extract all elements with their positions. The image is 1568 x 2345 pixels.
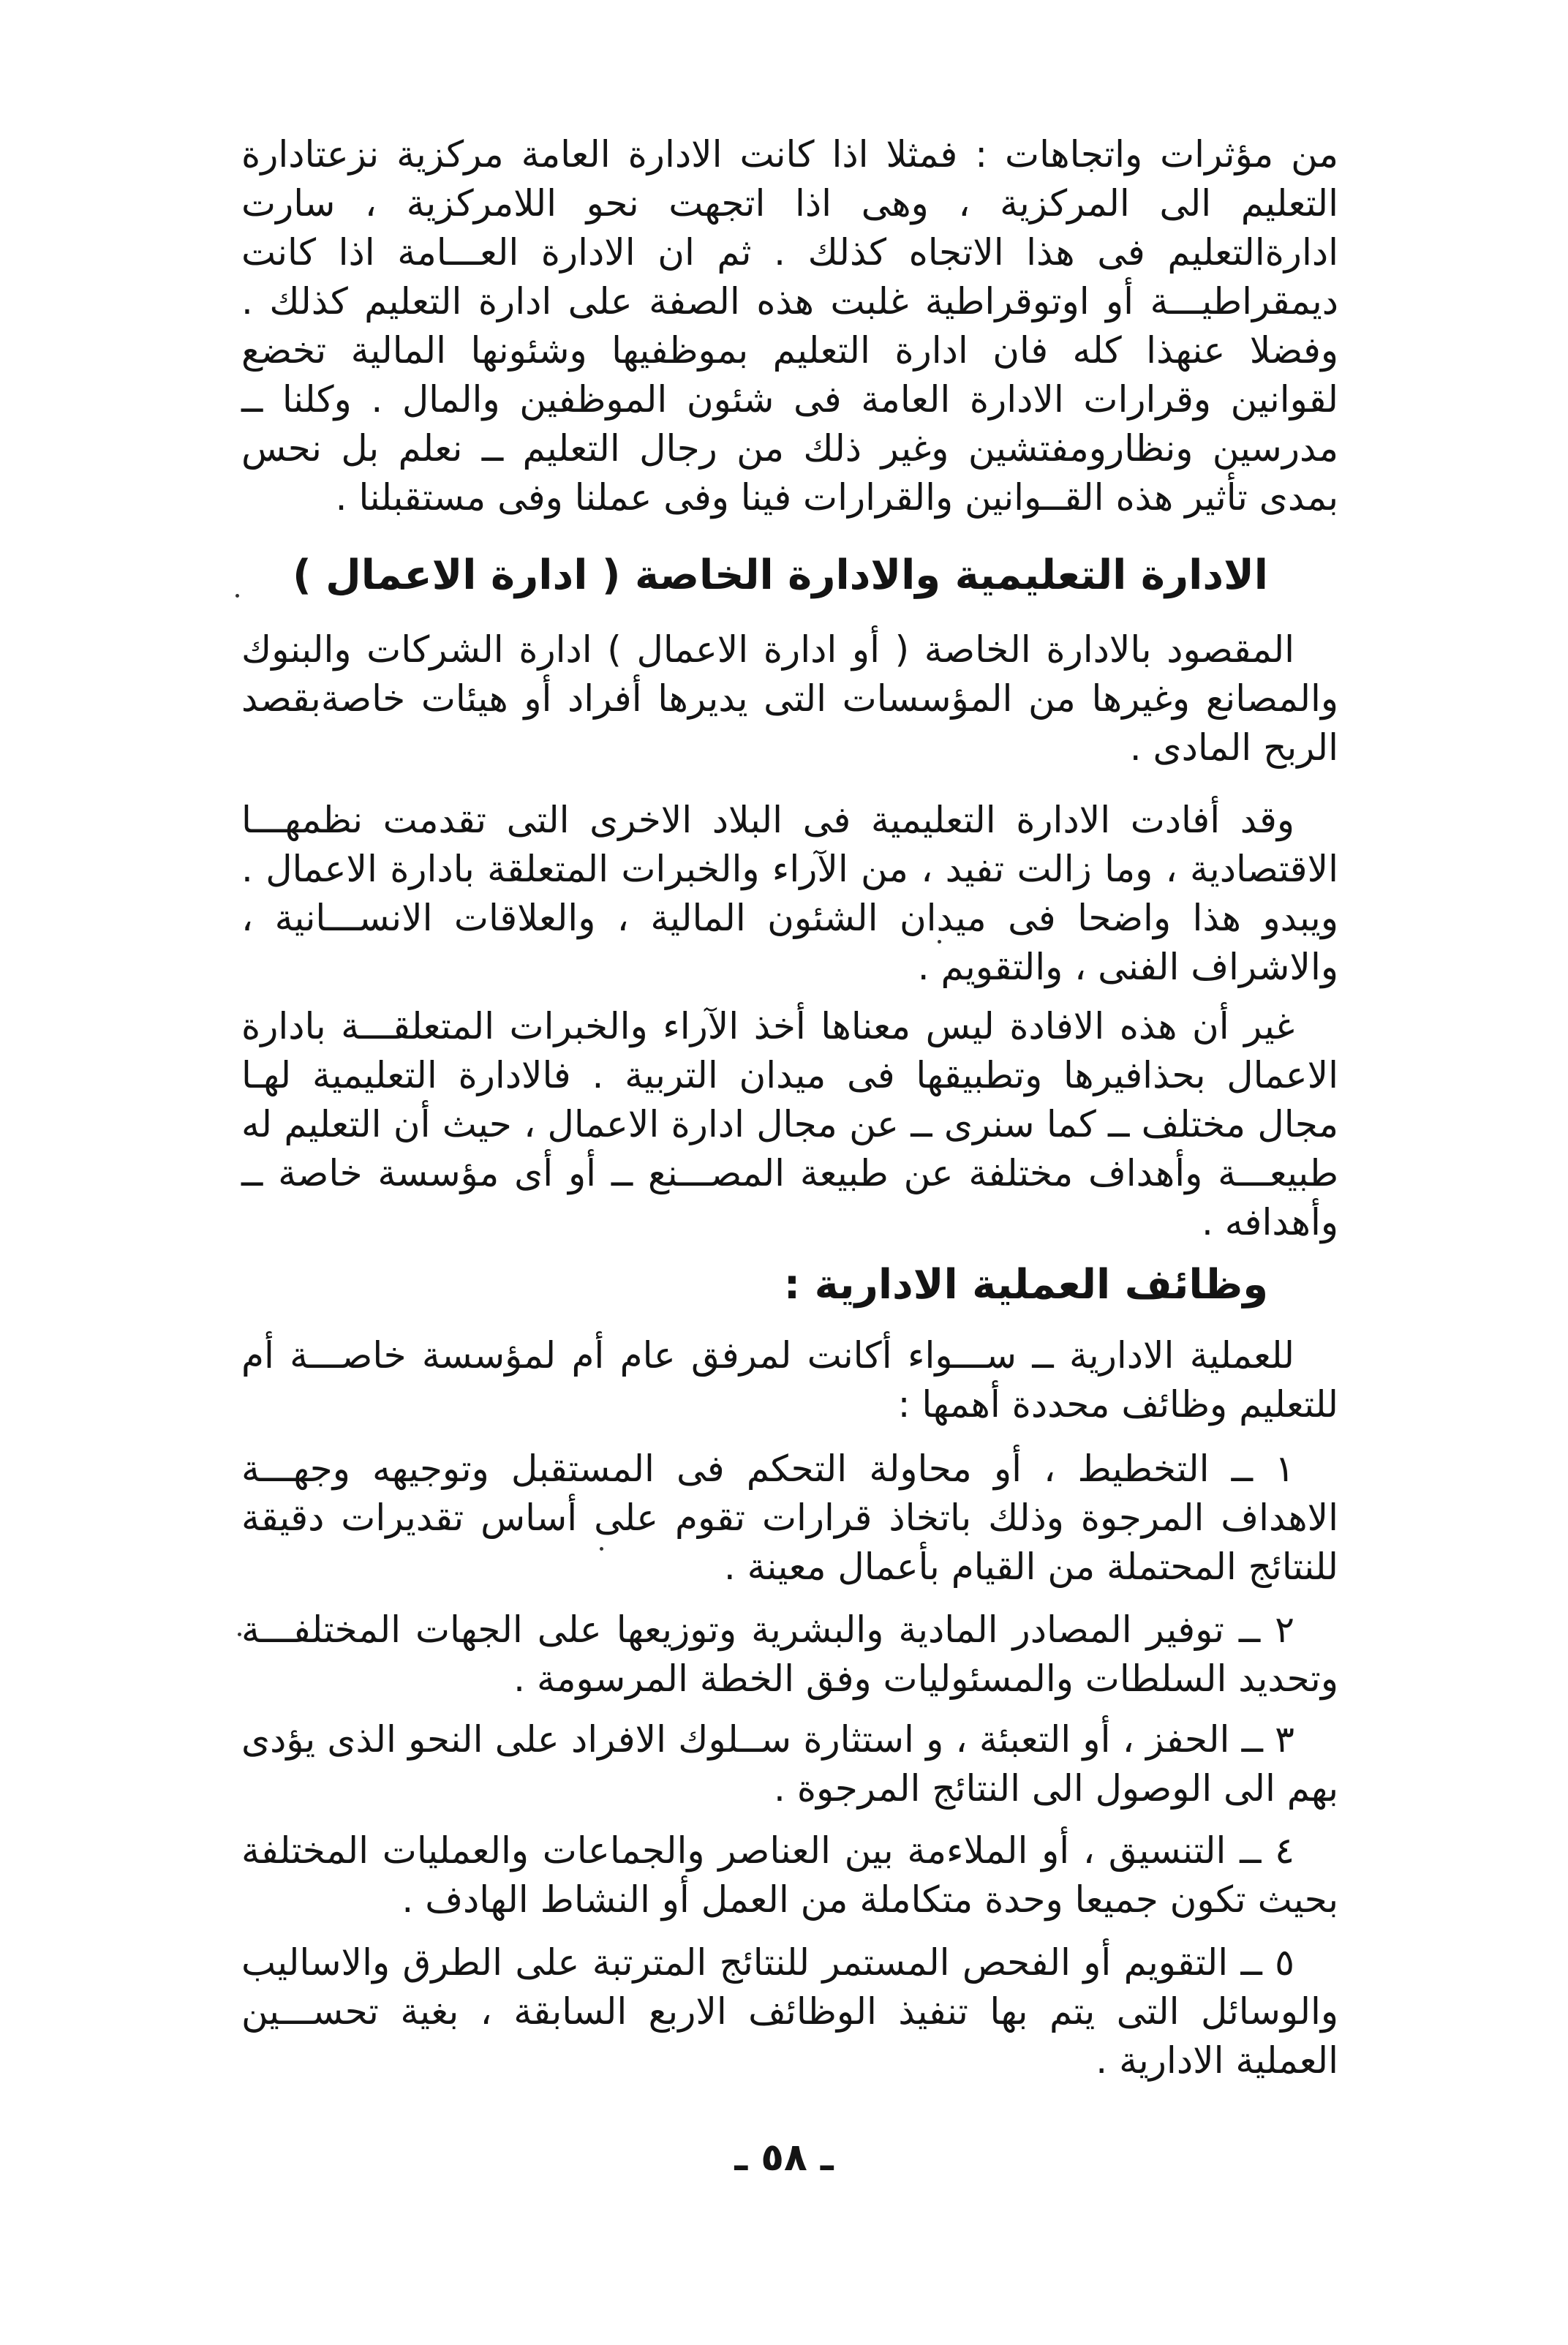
functions-intro-paragraph: للعملية الادارية ــ ســـواء أكانت لمرفق عام أم لمؤسسة خاصـــة أم للتعليم وظائف محددة أهمها : (241, 1334, 1338, 1426)
functions-list-item: ٥ ــ التقويم أو الفحص المستمر للنتائج المترتبة على الطرق والاساليب والوسائل التى يتم بها تنفيذ الوظائف الاربع السابقة ، بغية تحســـين العملية الادارية . (241, 1941, 1338, 2082)
difference-paragraph: غير أن هذه الافادة ليس معناها أخذ الآراء والخبرات المتعلقـــة بادارة الاعمال بحذافيرها وتطبيقها فى ميدان التربية . فالادارة التعليمية لهـا مجال مختلف ــ كما سنرى ــ عن مجال ادارة الاعمال ، حيث أن التعليم له طبيعـــة وأهداف مختلفة عن طبيعة المصـــنع ــ أو أى مؤسسة خاصة ــ وأهدافه . (241, 1005, 1338, 1243)
scan-speck (235, 594, 239, 598)
functions-list-item: ٢ ــ توفير المصادر المادية والبشرية وتوزيعها على الجهات المختلفـــة وتحديد السلطات والمسئوليات وفق الخطة المرسومة . (241, 1608, 1338, 1700)
functions-list-item: ١ ــ التخطيط ، أو محاولة التحكم فى المستقبل وتوجيهه وجهـــة الاهداف المرجوة وذلك باتخاذ قرارات تقوم على أساس تقديرات دقيقة للنتائج المحتملة من القيام بأعمال معينة . (241, 1448, 1338, 1588)
section-heading-functions: وظائف العملية الادارية : (783, 1261, 1268, 1309)
intro-paragraph: من مؤثرات واتجاهات : فمثلا اذا كانت الادارة العامة مركزية نزعتادارة التعليم الى المركزية ، وهى اذا اتجهت نحو اللامركزية ، سارت ادارةالتعليم فى هذا الاتجاه كذلك . ثم ان الادارة العـــامة اذا كانت ديمقراطيـــة أو اوتوقراطية غلبت هذه الصفة على ادارة التعليم كذلك . وفضلا عنهذا كله فان ادارة التعليم بموظفيها وشئونها المالية تخضع لقوانين وقرارات الادارة العامة فى شئون الموظفين والمال . وكلنا ــ مدرسين ونظارومفتشين وغير ذلك من رجال التعليم ــ نعلم بل نحس بمدى تأثير هذه القــوانين والقرارات فينا وفى عملنا وفى مستقبلنا . (241, 133, 1338, 519)
section-heading-educational-vs-business: الادارة التعليمية والادارة الخاصة ( ادارة الاعمال ) (293, 552, 1268, 599)
page-number: ـ ٥٨ ـ (734, 2136, 834, 2180)
scan-speck (238, 1633, 241, 1636)
functions-list-item: ٣ ــ الحفز ، أو التعبئة ، و استثارة ســلوك الافراد على النحو الذى يؤدى بهم الى الوصول الى النتائج المرجوة . (241, 1718, 1338, 1810)
scan-speck (600, 1547, 603, 1551)
business-definition-paragraph: المقصود بالادارة الخاصة ( أو ادارة الاعمال ) ادارة الشركات والبنوك والمصانع وغيرها من المؤسسات التى يديرها أفراد أو هيئات خاصةبقصد الربح المادى . (241, 628, 1338, 769)
functions-list-item: ٤ ــ التنسيق ، أو الملاءمة بين العناصر والجماعات والعمليات المختلفة بحيث تكون جميعا وحدة متكاملة من العمل أو النشاط الهادف . (241, 1829, 1338, 1921)
benefit-paragraph: وقد أفادت الادارة التعليمية فى البلاد الاخرى التى تقدمت نظمهـــا الاقتصادية ، وما زالت تفيد ، من الآراء والخبرات المتعلقة بادارة الاعمال . ويبدو هذا واضحا فى ميدان الشئون المالية ، والعلاقات الانســـانية ، والاشراف الفنى ، والتقويم . (241, 799, 1338, 988)
scan-speck (938, 940, 941, 944)
